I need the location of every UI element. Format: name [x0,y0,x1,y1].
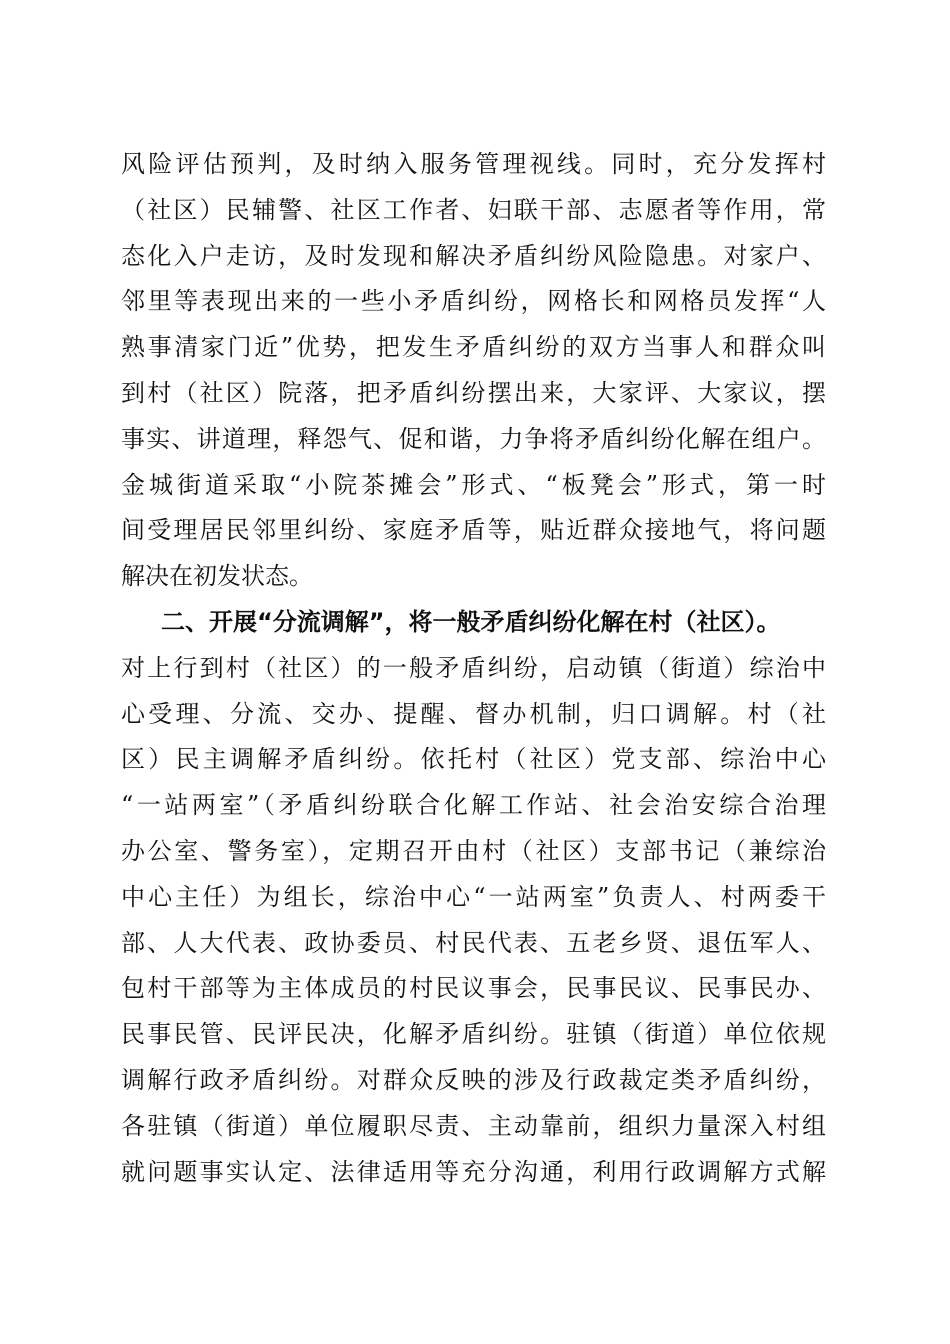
text-line: 态化入户走访，及时发现和解决矛盾纠纷风险隐患。对家户、 [121,241,826,270]
text-line: 解决在初发状态。 [121,562,313,591]
text-line: “一站两室”（矛盾纠纷联合化解工作站、社会治安综合治理 [121,791,826,820]
text-line: 民事民管、民评民决，化解矛盾纠纷。驻镇（街道）单位依规 [121,1020,826,1049]
text-line: 调解行政矛盾纠纷。对群众反映的涉及行政裁定类矛盾纠纷， [121,1065,826,1094]
document-body [121,142,826,1195]
paragraph-1 [121,142,826,600]
paragraph-2 [121,646,826,1196]
text-line: 熟事清家门近”优势，把发生矛盾纠纷的双方当事人和群众叫 [121,333,826,362]
text-line: 包村干部等为主体成员的村民议事会，民事民议、民事民办、 [121,974,826,1003]
text-line: 各驻镇（街道）单位履职尽责、主动靠前，组织力量深入村组 [121,1111,826,1140]
text-line: 到村（社区）院落，把矛盾纠纷摆出来，大家评、大家议，摆 [121,378,826,407]
text-line: 中心主任）为组长，综治中心“一站两室”负责人、村两委干 [121,882,826,911]
text-line: 风险评估预判，及时纳入服务管理视线。同时，充分发挥村 [121,150,826,178]
section-heading-2 [121,600,826,646]
text-line: 部、人大代表、政协委员、村民代表、五老乡贤、退伍军人、 [121,928,826,957]
text-line: 金城街道采取“小院茶摊会”形式、“板凳会”形式，第一时 [121,470,826,499]
text-line: 对上行到村（社区）的一般矛盾纠纷，启动镇（街道）综治中 [121,653,826,682]
text-line: 区）民主调解矛盾纠纷。依托村（社区）党支部、综治中心 [121,745,826,774]
text-line: 办公室、警务室），定期召开由村（社区）支部书记（兼综治 [121,836,826,865]
section-heading: 二、开展“分流调解”，将一般矛盾纠纷化解在村（社区）。 [161,607,781,636]
text-line: 间受理居民邻里纠纷、家庭矛盾等，贴近群众接地气，将问题 [121,516,826,545]
text-line: 就问题事实认定、法律适用等充分沟通，利用行政调解方式解 [121,1157,826,1186]
text-line: 心受理、分流、交办、提醒、督办机制，归口调解。村（社 [121,699,826,728]
text-line: 邻里等表现出来的一些小矛盾纠纷，网格长和网格员发挥“人 [121,287,826,316]
text-line: 事实、讲道理，释怨气、促和谐，力争将矛盾纠纷化解在组户。 [121,424,826,453]
text-line: （社区）民辅警、社区工作者、妇联干部、志愿者等作用，常 [121,195,826,224]
